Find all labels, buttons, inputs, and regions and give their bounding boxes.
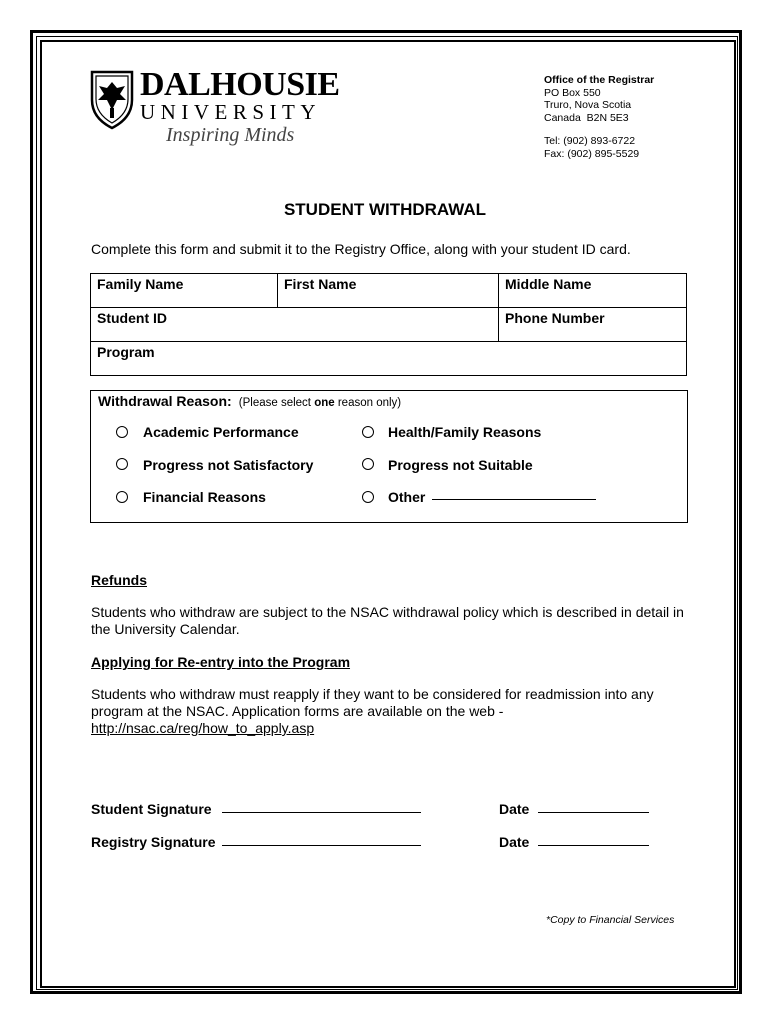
student-id-field[interactable] [91, 308, 499, 342]
registry-date-label: Date [499, 834, 530, 850]
logo-tagline: Inspiring Minds [166, 124, 295, 146]
reentry-text: Students who withdraw must reapply if they want to be considered for readmission into any program at the NSAC. Application forms are available on the web - [91, 686, 654, 719]
office-address-line2: Truro, Nova Scotia [544, 99, 632, 111]
option-progress-not-satisfactory: Progress not Satisfactory [143, 457, 314, 473]
option-progress-not-suitable: Progress not Suitable [388, 457, 533, 473]
registry-date-line[interactable] [538, 845, 649, 846]
form-intro: Complete this form and submit it to the Registry Office, along with your student ID card. [91, 241, 631, 257]
office-address-block [544, 74, 654, 160]
radio-academic-performance[interactable] [116, 426, 128, 438]
shield-crest-icon [90, 70, 134, 130]
radio-progress-not-suitable[interactable] [362, 458, 374, 470]
radio-financial-reasons[interactable] [116, 491, 128, 503]
middle-name-field[interactable] [499, 274, 687, 308]
first-name-label: First Name [284, 276, 357, 292]
option-other: Other [388, 489, 426, 505]
refunds-heading: Refunds [91, 572, 147, 588]
family-name-label: Family Name [97, 276, 184, 292]
reentry-heading: Applying for Re-entry into the Program [91, 654, 351, 670]
office-title: Office of the Registrar [544, 74, 655, 86]
first-name-field[interactable] [278, 274, 499, 308]
withdrawal-reason-heading [98, 393, 401, 409]
registry-signature-label: Registry Signature [91, 834, 216, 850]
office-tel: Tel: (902) 893-6722 [544, 135, 636, 147]
radio-other[interactable] [362, 491, 374, 503]
student-id-label: Student ID [97, 310, 167, 326]
student-date-label: Date [499, 801, 530, 817]
option-financial-reasons: Financial Reasons [143, 489, 266, 505]
option-health-family-reasons: Health/Family Reasons [388, 424, 542, 440]
student-signature-label: Student Signature [91, 801, 212, 817]
withdrawal-reason-note: (Please select one reason only) [238, 397, 402, 409]
phone-number-label: Phone Number [505, 310, 605, 326]
reentry-text-block [91, 686, 681, 737]
refunds-text: Students who withdraw are subject to the NSAC withdrawal policy which is described in detail in the University Calendar. [91, 604, 684, 637]
middle-name-label: Middle Name [505, 276, 592, 292]
apply-link[interactable]: http://nsac.ca/reg/how_to_apply.asp [91, 720, 315, 736]
other-reason-input-line[interactable] [432, 499, 596, 500]
registry-signature-line[interactable] [222, 845, 421, 846]
logo-wordmark-dalhousie: DALHOUSIE [140, 66, 340, 103]
phone-number-field[interactable] [499, 308, 687, 342]
office-address-line3: Canada B2N 5E3 [544, 111, 629, 124]
office-address-line1: PO Box 550 [544, 86, 601, 99]
student-signature-line[interactable] [222, 812, 421, 813]
student-date-line[interactable] [538, 812, 649, 813]
family-name-field[interactable] [91, 274, 278, 308]
logo-wordmark-university: UNIVERSITY [140, 100, 321, 124]
option-academic-performance: Academic Performance [143, 424, 299, 440]
radio-progress-not-satisfactory[interactable] [116, 458, 128, 470]
office-fax: Fax: (902) 895-5529 [544, 147, 640, 160]
withdrawal-reason-label: Withdrawal Reason: [98, 393, 232, 409]
radio-health-family-reasons[interactable] [362, 426, 374, 438]
copy-note: *Copy to Financial Services [546, 914, 675, 926]
student-info-table [90, 273, 687, 376]
program-label: Program [97, 344, 155, 360]
program-field[interactable] [91, 342, 687, 376]
form-title: STUDENT WITHDRAWAL [283, 200, 487, 219]
